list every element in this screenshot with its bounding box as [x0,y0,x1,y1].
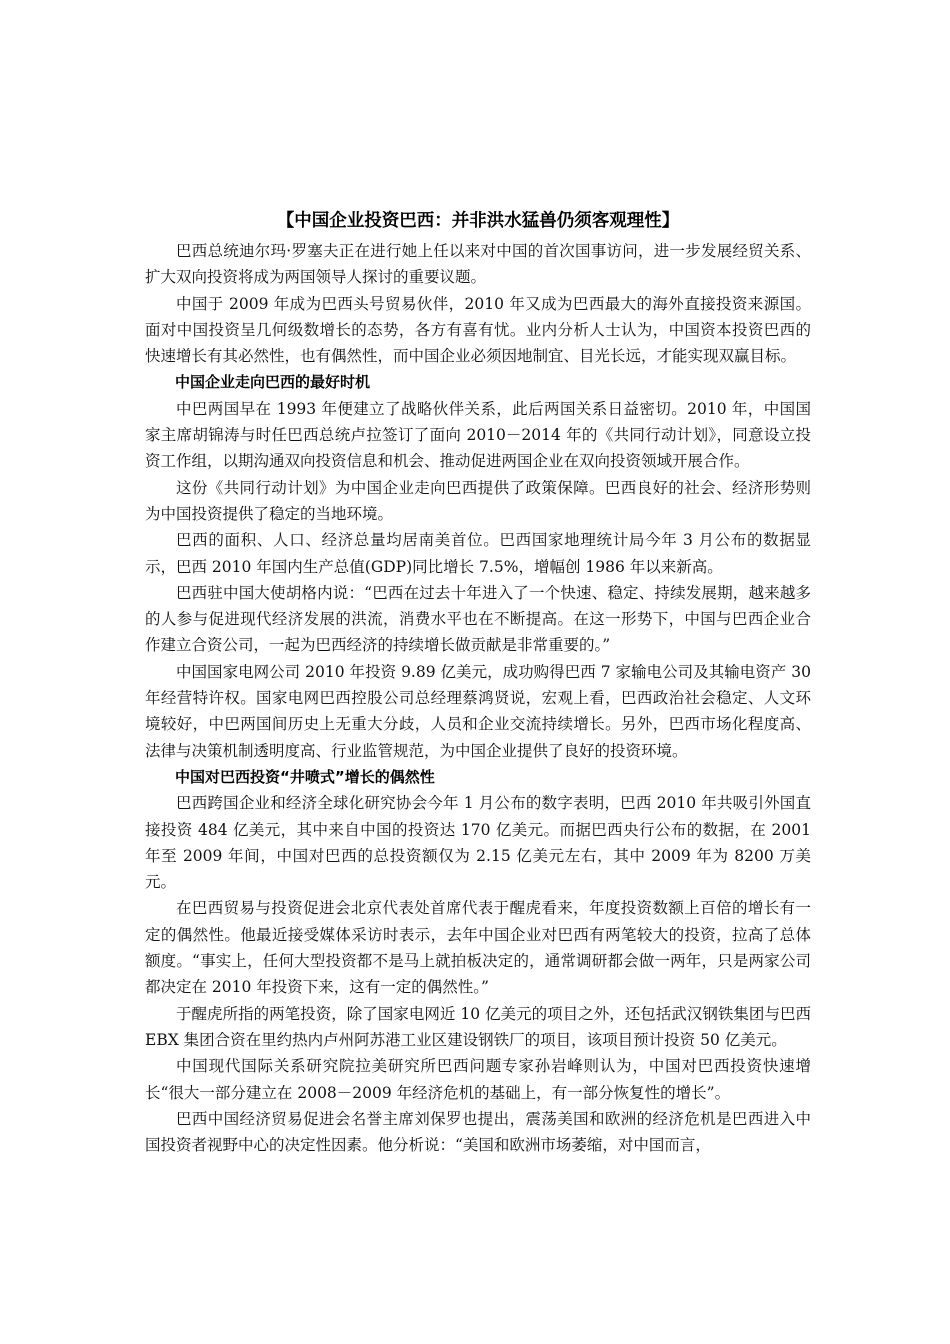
paragraph: 巴西跨国企业和经济全球化研究协会今年 1 月公布的数字表明，巴西 2010 年共吸引外国直接投资 484 亿美元，其中来自中国的投资达 170 亿美元。而据巴西央行公布的数据，在 2001 年至 2009 年间，中国对巴西的总投资额仅为 2.15 亿美元左右，其中 2009 年为 8200 万美元。 [145,794,811,892]
paragraph: 这份《共同行动计划》为中国企业走向巴西提供了政策保障。巴西良好的社会、经济形势则为中国投资提供了稳定的当地环境。 [145,478,811,523]
paragraph: 中巴两国早在 1993 年便建立了战略伙伴关系，此后两国关系日益密切。2010 年，中国国家主席胡锦涛与时任巴西总统卢拉签订了面向 2010－2014 年的《共同行动计划》，同意设立投资工作组，以期沟通双向投资信息和机会、推动促进两国企业在双向投资领域开展合作。 [145,399,811,471]
paragraph: 巴西驻中国大使胡格内说：“巴西在过去十年进入了一个快速、稳定、持续发展期，越来越多的人参与促进现代经济发展的洪流，消费水平也在不断提高。在这一形势下，中国与巴西企业合作建立合资公司，一起为巴西经济的持续增长做贡献是非常重要的。” [145,583,811,655]
paragraph: 于醒虎所指的两笔投资，除了国家电网近 10 亿美元的项目之外，还包括武汉钢铁集团与巴西 EBX 集团合资在里约热内卢州阿苏港工业区建设钢铁厂的项目，该项目预计投资 50 亿美元。 [145,1004,811,1049]
paragraph: 中国现代国际关系研究院拉美研究所巴西问题专家孙岩峰则认为，中国对巴西投资快速增长“很大一部分建立在 2008－2009 年经济危机的基础上，有一部分恢复性的增长”。 [145,1057,811,1102]
paragraph: 巴西中国经济贸易促进会名誉主席刘保罗也提出，震荡美国和欧洲的经济危机是巴西进入中国投资者视野中心的决定性因素。他分析说：“美国和欧洲市场萎缩，对中国而言， [145,1109,811,1155]
paragraph: 中国于 2009 年成为巴西头号贸易伙伴，2010 年又成为巴西最大的海外直接投资来源国。面对中国投资呈几何级数增长的态势，各方有喜有忧。业内分析人士认为，中国资本投资巴西的快速增长有其必然性，也有偶然性，而中国企业必须因地制宜、目光长远，才能实现双赢目标。 [145,294,811,366]
section-heading: 中国企业走向巴西的最好时机 [175,373,371,392]
article-title: 【中国企业投资巴西：并非洪水猛兽仍须客观理性】 [276,211,680,231]
paragraph: 中国国家电网公司 2010 年投资 9.89 亿美元，成功购得巴西 7 家输电公司及其输电资产 30 年经营特许权。国家电网巴西控股公司总经理蔡鸿贤说，宏观上看，巴西政治社会稳定、人文环境较好，中巴两国间历史上无重大分歧，人员和企业交流持续增长。另外，巴西市场化程度高、法律与决策机制透明度高、行业监管规范，为中国企业提供了良好的投资环境。 [145,662,811,760]
paragraph: 在巴西贸易与投资促进会北京代表处首席代表于醒虎看来，年度投资数额上百倍的增长有一定的偶然性。他最近接受媒体采访时表示，去年中国企业对巴西有两笔较大的投资，拉高了总体额度。“事实上，任何大型投资都不是马上就拍板决定的，通常调研都会做一两年，只是两家公司都决定在 2010 年投资下来，这有一定的偶然性。” [145,899,811,997]
section-heading: 中国对巴西投资“井喷式”增长的偶然性 [175,767,435,786]
paragraph: 巴西总统迪尔玛·罗塞夫正在进行她上任以来对中国的首次国事访问，进一步发展经贸关系、扩大双向投资将成为两国领导人探讨的重要议题。 [145,242,811,287]
paragraph: 巴西的面积、人口、经济总量均居南美首位。巴西国家地理统计局今年 3 月公布的数据显示，巴西 2010 年国内生产总值(GDP)同比增长 7.5%，增幅创 1986 年以来新高。 [145,531,811,576]
article-body [145,208,811,1158]
